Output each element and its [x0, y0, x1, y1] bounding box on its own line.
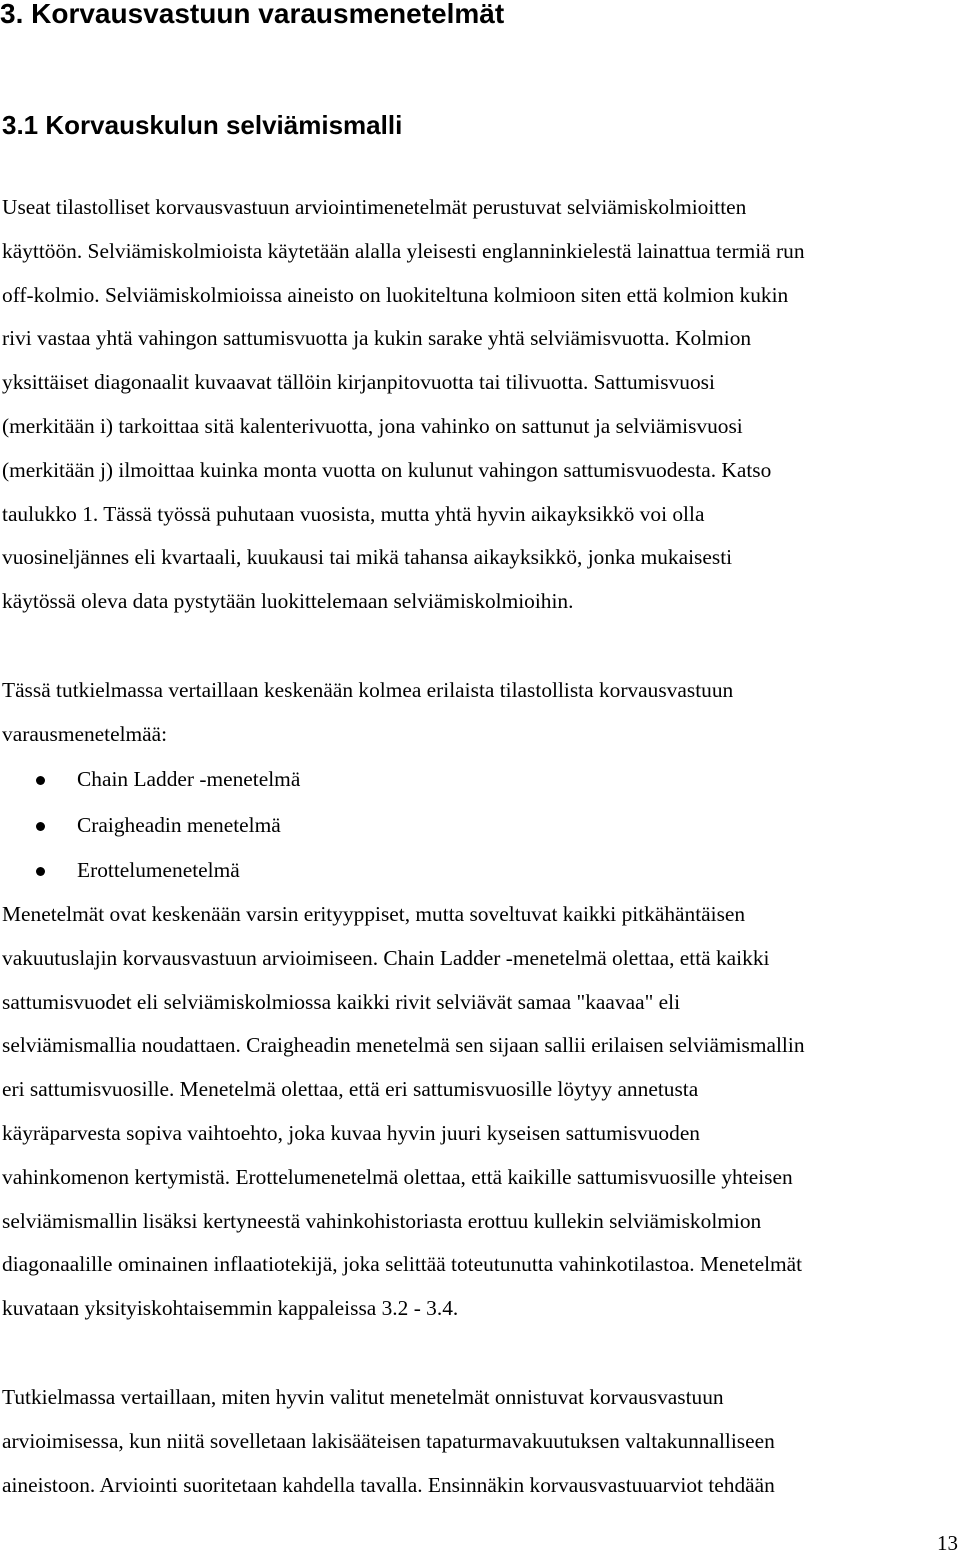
text-line: off-kolmio. Selviämiskolmioissa aineisto on luokiteltuna kolmioon siten että kolmion kukin [2, 282, 789, 307]
text-line: vahinkomenon kertymistä. Erottelumenetelmä olettaa, että kaikille sattumisvuosille yhteisen [2, 1164, 793, 1189]
text-line: käytössä oleva data pystytään luokittelemaan selviämiskolmioihin. [2, 589, 574, 614]
list-item-label: Erottelumenetelmä [77, 858, 240, 882]
text-line: Useat tilastolliset korvausvastuun arviointimenetelmät perustuvat selviämiskolmioitten [2, 195, 747, 219]
bullet-icon [36, 822, 45, 831]
text-line: sattumisvuodet eli selviämiskolmiossa kaikki rivit selviävät samaa "kaavaa" eli [2, 989, 681, 1014]
bullet-icon [36, 867, 45, 876]
text-line: arvioimisessa, kun niitä sovelletaan lakisääteisen tapaturmavakuutuksen valtakunnalliseen [2, 1428, 775, 1453]
page-number: 13 [937, 1531, 958, 1555]
text-line: taulukko 1. Tässä työssä puhutaan vuosista, mutta yhtä hyvin aikayksikkö voi olla [2, 501, 705, 526]
text-line: eri sattumisvuosille. Menetelmä olettaa, että eri sattumisvuosille löytyy annetusta [2, 1077, 699, 1102]
text-line: varausmenetelmää: [2, 721, 168, 746]
page-title: 3. Korvausvastuun varausmenetelmät [0, 0, 505, 29]
paragraph-methods-intro [2, 669, 954, 757]
text-line: rivi vastaa yhtä vahingon sattumisvuotta ja kukin sarake yhtä selviämisvuotta. Kolmion [2, 326, 752, 351]
bullet-icon [36, 776, 45, 785]
paragraph-intro [2, 186, 954, 624]
text-line: Tässä tutkielmassa vertaillaan keskenään kolmea erilaista tilastollista korvausvastuun [2, 678, 734, 702]
text-line: yksittäiset diagonaalit kuvaavat tällöin kirjanpitovuotta tai tilivuotta. Sattumisvuosi [2, 370, 715, 395]
text-line: Tutkielmassa vertaillaan, miten hyvin valitut menetelmät onnistuvat korvausvastuun [2, 1385, 724, 1409]
text-line: käyttöön. Selviämiskolmioista käytetään alalla yleisesti englanninkielestä lainattua termiä run [2, 238, 805, 263]
text-line: (merkitään i) tarkoittaa sitä kalenterivuotta, jona vahinko on sattunut ja selviämisvuosi [2, 413, 743, 438]
text-line: diagonaalille ominainen inflaatiotekijä, joka selittää toteutunutta vahinkotilastoa. Menetelmät [2, 1252, 803, 1277]
text-line: vakuutuslajin korvausvastuun arvioimiseen. Chain Ladder -menetelmä olettaa, että kaikki [2, 945, 770, 970]
text-line: (merkitään j) ilmoittaa kuinka monta vuotta on kulunut vahingon sattumisvuodesta. Katso [2, 457, 772, 482]
text-line: kuvataan yksityiskohtaisemmin kappaleissa 3.2 - 3.4. [2, 1296, 459, 1321]
list-item-label: Craigheadin menetelmä [77, 812, 281, 837]
text-line: vuosineljännes eli kvartaali, kuukausi tai mikä tahansa aikayksikkö, jonka mukaisesti [2, 545, 733, 570]
text-line: käyräparvesta sopiva vaihtoehto, joka kuvaa hyvin juuri kyseisen sattumisvuoden [2, 1120, 701, 1145]
paragraph-comparison [2, 1376, 954, 1507]
section-heading: 3.1 Korvauskulun selviämismalli [2, 110, 403, 140]
list-item [0, 757, 300, 803]
list-item [0, 848, 300, 894]
methods-list [0, 757, 300, 894]
text-line: selviämismallin lisäksi kertyneestä vahinkohistoriasta erottuu kullekin selviämiskolmion [2, 1208, 762, 1233]
text-line: Menetelmät ovat keskenään varsin erityyppiset, mutta soveltuvat kaikki pitkähäntäisen [2, 902, 746, 926]
list-item [0, 803, 300, 849]
paragraph-methods-description [2, 893, 954, 1331]
text-line: selviämismallia noudattaen. Craigheadin menetelmä sen sijaan sallii erilaisen selviämismallin [2, 1033, 805, 1058]
text-line: aineistoon. Arviointi suoritetaan kahdella tavalla. Ensinnäkin korvausvastuuarviot tehdään [2, 1472, 775, 1497]
list-item-label: Chain Ladder -menetelmä [77, 767, 301, 791]
